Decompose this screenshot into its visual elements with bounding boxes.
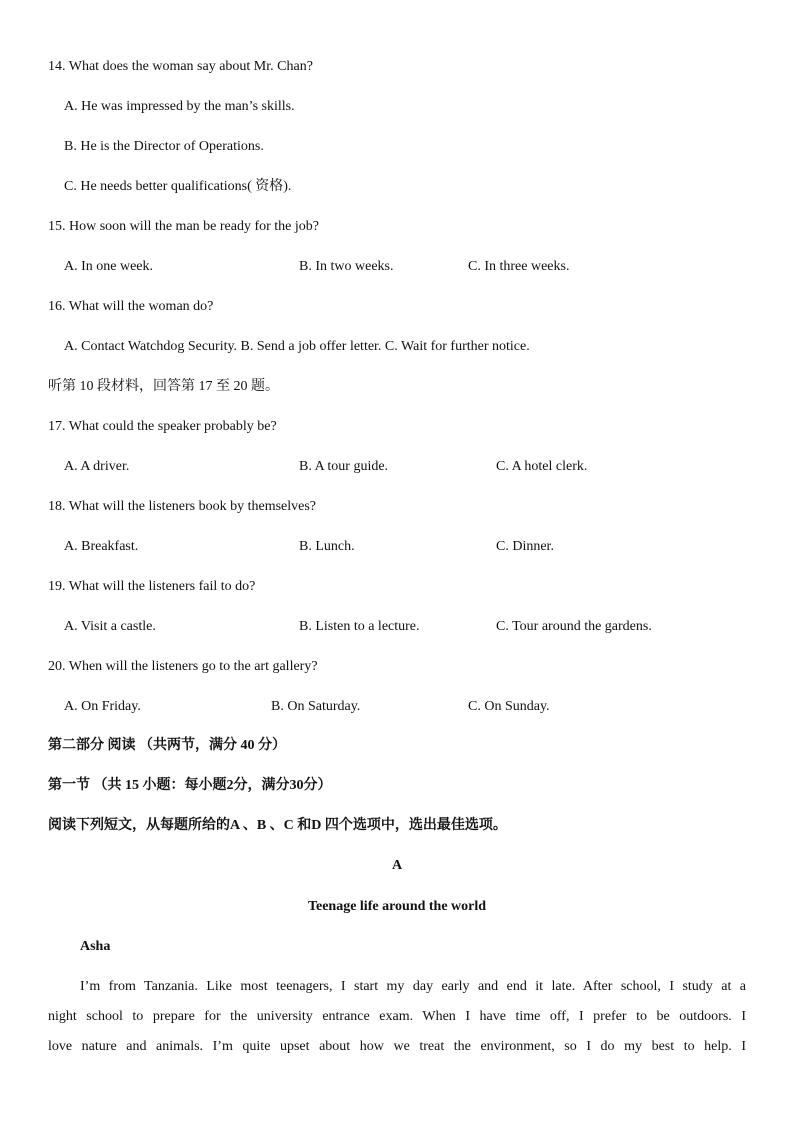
question-16-options: A. Contact Watchdog Security. B. Send a job offer letter. C. Wait for further notice. [64,339,530,354]
section-note: 听第 10 段材料，回答第 17 至 20 题。 [48,379,279,394]
question-18-option-b: B. Lunch. [299,539,355,554]
question-16-stem: 16. What will the woman do? [48,299,214,314]
question-14-option-a: A. He was impressed by the man’s skills. [64,99,295,114]
question-15-option-b: B. In two weeks. [299,259,394,274]
question-19-option-c: C. Tour around the gardens. [496,619,652,634]
passage-line-2: night school to prepare for the university entrance exam. When I have time off, I prefer to be outdoors. I [48,1009,746,1024]
question-18-option-a: A. Breakfast. [64,539,139,554]
section-one-heading: 第一节 （共 15 小题：每小题2分，满分30分） [48,778,332,793]
question-19-option-a: A. Visit a castle. [64,619,156,634]
passage-line-3: love nature and animals. I’m quite upset about how we treat the environment, so I do my best to help. I [48,1039,746,1054]
question-15-option-a: A. In one week. [64,259,154,274]
question-19-stem: 19. What will the listeners fail to do? [48,579,256,594]
question-15-stem: 15. How soon will the man be ready for the job? [48,219,319,234]
question-15-option-c: C. In three weeks. [468,259,570,274]
question-20-option-c: C. On Sunday. [468,699,550,714]
reading-instruction: 阅读下列短文，从每题所给的A 、B 、C 和D 四个选项中，选出最佳选项。 [48,818,507,833]
part-two-heading: 第二部分 阅读 （共两节，满分 40 分） [48,738,286,753]
question-17-option-a: A. A driver. [64,459,130,474]
question-17-option-b: B. A tour guide. [299,459,389,474]
question-20-option-a: A. On Friday. [64,699,141,714]
question-18-option-c: C. Dinner. [496,539,554,554]
question-14-option-b: B. He is the Director of Operations. [64,139,264,154]
passage-title: Teenage life around the world [307,899,487,914]
question-19-option-b: B. Listen to a lecture. [299,619,420,634]
question-20-stem: 20. When will the listeners go to the art gallery? [48,659,318,674]
question-17-stem: 17. What could the speaker probably be? [48,419,277,434]
question-20-option-b: B. On Saturday. [271,699,361,714]
question-18-stem: 18. What will the listeners book by themselves? [48,499,317,514]
question-14-stem: 14. What does the woman say about Mr. Chan? [48,59,313,74]
passage-speaker: Asha [80,939,111,954]
passage-letter: A [391,858,403,873]
question-17-option-c: C. A hotel clerk. [496,459,588,474]
passage-line-1: I’m from Tanzania. Like most teenagers, I start my day early and end it late. After school, I study at a [80,979,746,994]
question-14-option-c: C. He needs better qualifications( 资格). [64,179,292,194]
